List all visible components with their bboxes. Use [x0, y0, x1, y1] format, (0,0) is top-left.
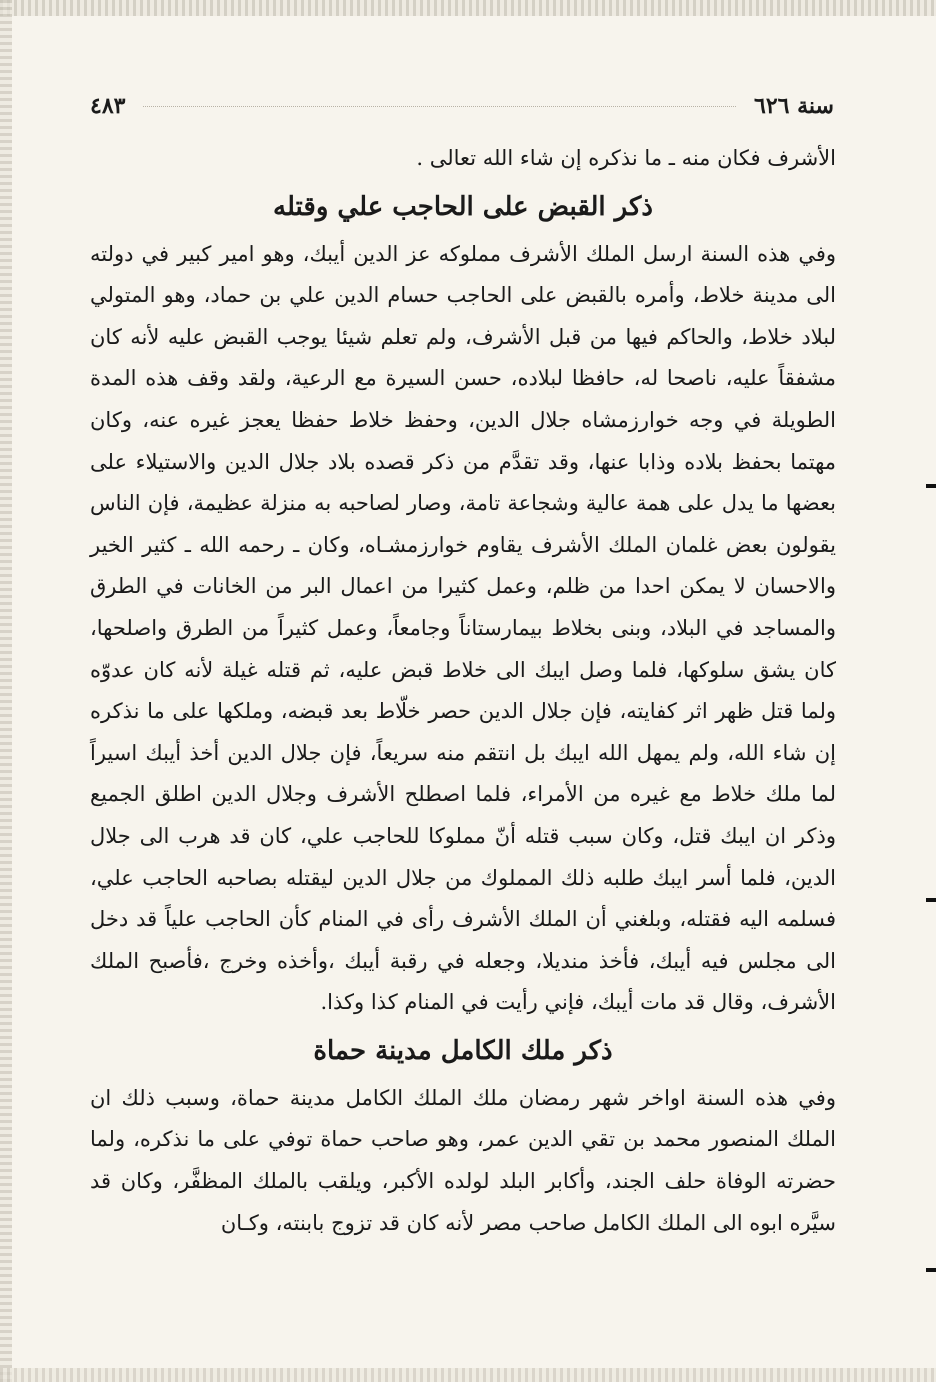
section-body-1: وفي هذه السنة ارسل الملك الأشرف مملوكه عز الدين أيبك، وهو امير كبير في دولته الى مدينة خلاط، وأمره بالقبض على الحاجب حسام الدين علي بن حماد، وهو المتولي لبلاد خلاط، والحاكم فيها من قبل الأشرف، ولم تعلم شيئا يوجب القبض عليه لأنه كان مشفقاً عليه، ناصحا له، حافظا لبلاده، حسن السيرة مع الرعية، ولقد وقف هذه المدة الطويلة في وجه خوارزمشاه جلال الدين، وحفظ خلاط حفظا يعجز غيره عنه، وكان مهتما بحفظ بلاده وذابا عنها، وقد تقدَّم من ذكر قصده بلاد جلال الدين والاستيلاء على بعضها ما يدل على همة عالية وشجاعة تامة، وصار لصاحبه به منزلة عظيمة، فإن الناس يقولون بعض غلمان الملك الأشرف يقاوم خوارزمشـاه، وكان ـ رحمه الله ـ كثير الخير والاحسان لا يمكن احدا من ظلم، وعمل كثيرا من اعمال البر من الخانات في الطرق والمساجد في البلاد، وبنى بخلاط بيمارستاناً وجامعاً، وعمل كثيراً من الطرق واصلحها، كان يشق سلوكها، فلما وصل ايبك الى خلاط قبض عليه، ثم قتله غيلة لأنه كان عدوّه ولما قتل ظهر اثر كفايته، فإن جلال الدين حصر خلّاط بعد قبضه، وملكها على ما نذكره إن شاء الله، ولم يمهل الله ايبك بل انتقم منه سريعاً، فإن جلال الدين أخذ أيبك اسيراً لما ملك خلاط مع غيره من الأمراء، فلما اصطلح الأشرف وجلال الدين اطلق الجميع وذكر ان ايبك قتل، وكان سبب قتله أنّ مملوكا للحاجب علي، كان قد هرب الى جلال الدين، فلما أسر ايبك طلبه ذلك المملوك من جلال الدين ليقتله بصاحبه الحاجب علي، فسلمه اليه فقتله، وبلغني أن الملك الأشرف رأى في المنام كأن الحاجب علياً قد دخل الى مجلس فيه أيبك، فأخذ منديلا، وجعله في رقبة أيبك ،وأخذه وخرج ،فأصبح الملك الأشرف، وقال قد مات أيبك، فإني رأيت في المنام كذا وكذا.: [90, 241, 836, 1015]
page-edge-left: [0, 0, 12, 1382]
year-label: سنة ٦٢٦: [754, 93, 834, 119]
section-title-2: ذكر ملك الكامل مدينة حماة: [313, 1035, 613, 1066]
page-edge-bottom: [0, 1368, 936, 1382]
scan-edge-mark: [926, 898, 936, 902]
intro-line: الأشرف فكان منه ـ ما نذكره إن شاء الله تعالى .: [416, 146, 836, 170]
section-title-1: ذكر القبض على الحاجب علي وقتله: [273, 191, 653, 222]
running-header: [90, 88, 834, 124]
scan-edge-mark: [926, 484, 936, 488]
page-number: ٤٨٣: [90, 93, 126, 119]
page-edge-top: [0, 0, 936, 16]
page-body: [90, 138, 836, 1244]
header-rule: [143, 105, 736, 107]
scan-edge-mark: [926, 1268, 936, 1272]
section-body-2: وفي هذه السنة اواخر شهر رمضان ملك الملك الكامل مدينة حماة، وسبب ذلك ان الملك المنصور محمد بن تقي الدين عمر، وهو صاحب حماة توفي على ما نذكره، ولما حضرته الوفاة حلف الجند، وأكابر البلد لولده الأكبر، ويلقب بالملك المظفَّر، وكان قد سيَّره ابوه الى الملك الكامل صاحب مصر لأنه كان قد تزوج بابنته، وكـان: [90, 1085, 836, 1235]
